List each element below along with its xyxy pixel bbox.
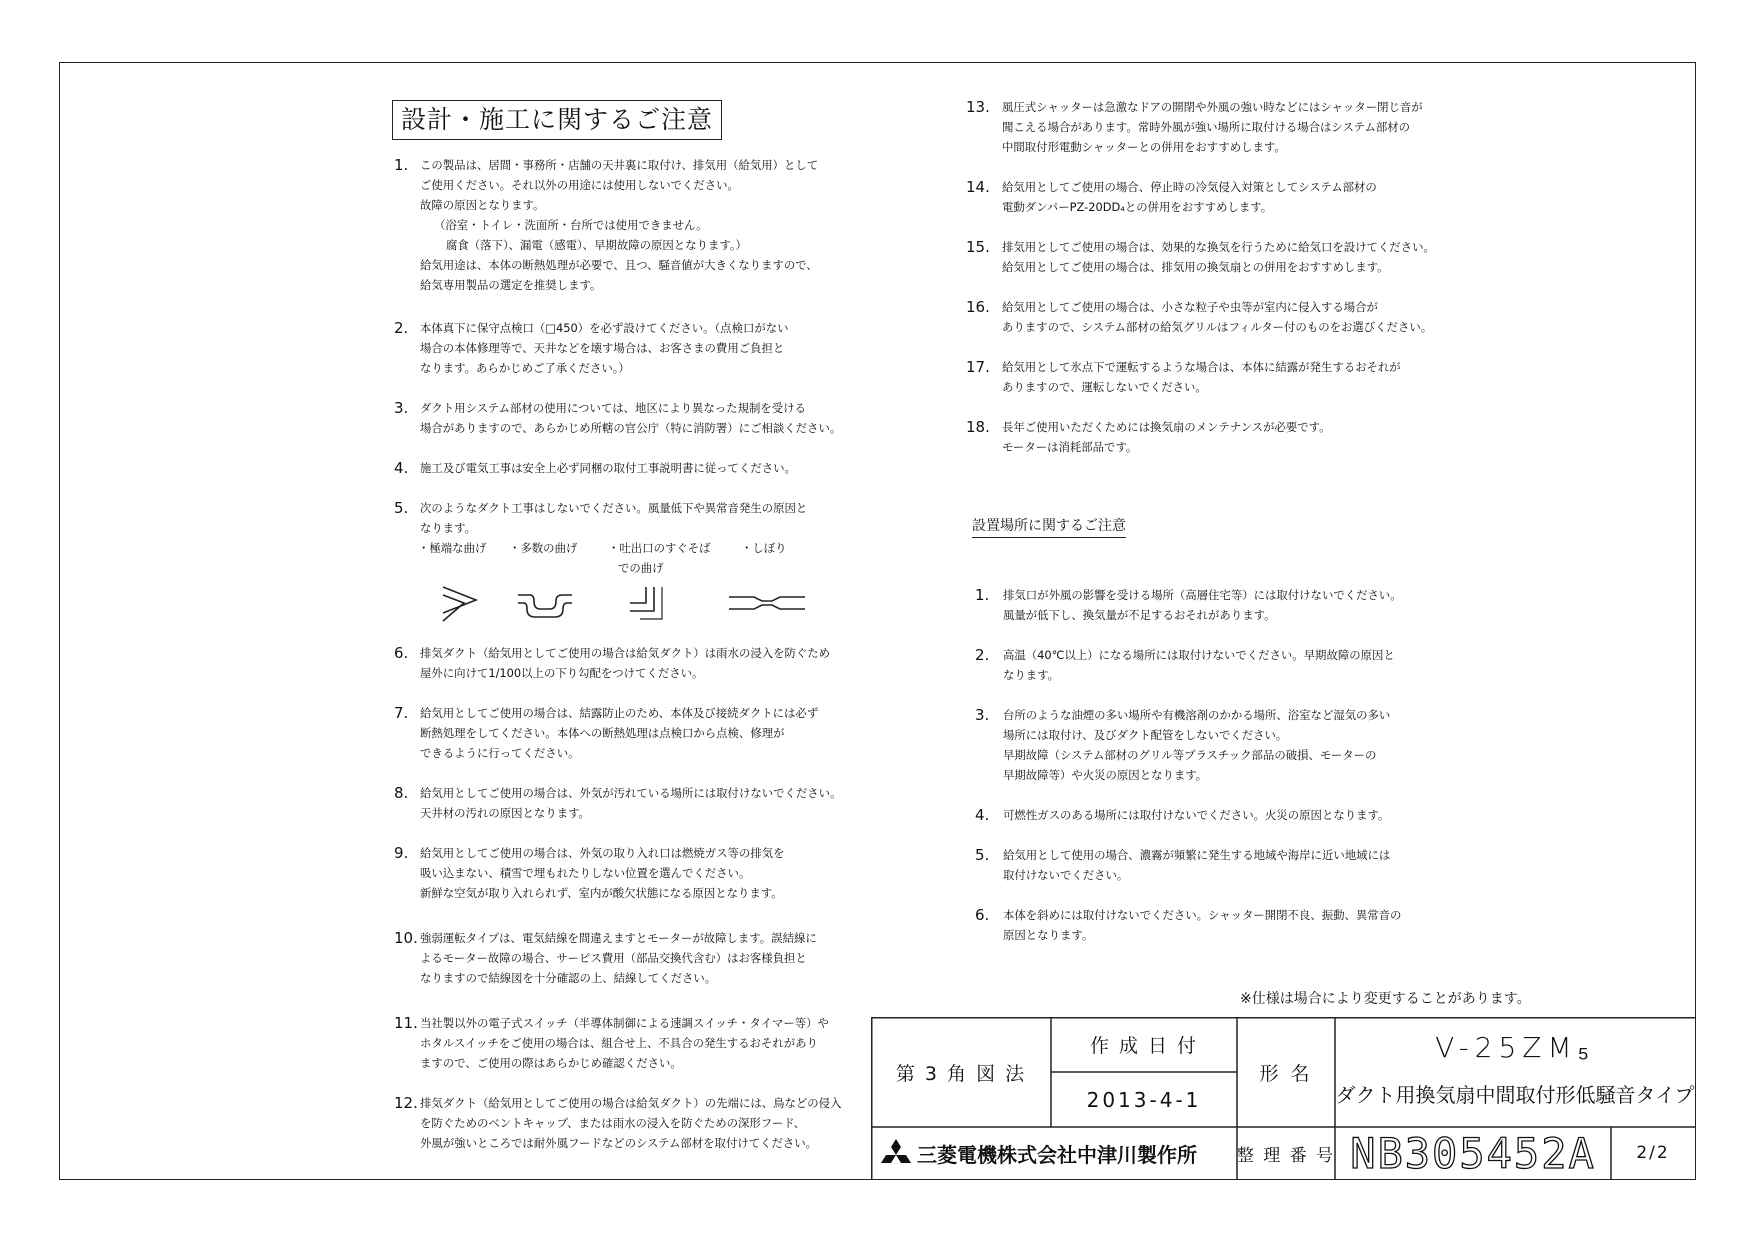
design-note-cont-number: 17. <box>966 358 990 376</box>
design-note-text: 排気ダクト（給気用としてご使用の場合は給気ダクト）は雨水の浸入を防ぐため <box>420 646 831 660</box>
design-note-text: 故障の原因となります。 <box>420 198 545 212</box>
design-note-cont-number: 14. <box>966 178 990 196</box>
created-date: 2013-4-1 <box>1086 1087 1202 1112</box>
design-note-text: ご使用ください。それ以外の用途には使用しないでください。 <box>420 178 739 192</box>
design-note-cont-text: モーターは消耗部品です。 <box>1002 440 1138 454</box>
design-note-text: 屋外に向けて1/100以上の下り勾配をつけてください。 <box>420 666 704 680</box>
design-note-12 <box>394 1093 841 1153</box>
design-note-text: 場合の本体修理等で、天井などを壊す場合は、お客さまの費用ご負担と <box>420 341 785 355</box>
design-note-cont-text: 排気用としてご使用の場合は、効果的な換気を行うために給気口を設けてください。 <box>1002 240 1435 254</box>
design-note-text: 強弱運転タイプは、電気結線を間違えますとモーターが故障します。誤結線に <box>420 931 817 945</box>
page-title: 設計・施工に関するご注意 <box>392 100 722 140</box>
design-note-8 <box>394 783 841 823</box>
design-note-text: 外風が強いところでは耐外風フードなどのシステム部材を取付けてください。 <box>420 1136 818 1150</box>
location-note-number: 2. <box>975 646 990 664</box>
design-note-text: 腐食（落下）、漏電（感電）、早期故障の原因となります。） <box>446 238 747 252</box>
design-note-5 <box>394 498 807 538</box>
location-note-3 <box>975 705 1390 785</box>
title-block <box>871 1017 1695 1179</box>
location-note-number: 5. <box>975 846 990 864</box>
design-note-number: 10. <box>394 929 418 947</box>
location-note-1 <box>975 585 1402 625</box>
design-note-number: 2. <box>394 319 409 337</box>
design-note-number: 9. <box>394 844 409 862</box>
location-note-number: 1. <box>975 586 990 604</box>
location-heading: 設置場所に関するご注意 <box>972 515 1126 538</box>
design-note-cont-text: 聞こえる場合があります。常時外風が強い場所に取付ける場合はシステム部材の <box>1002 120 1411 134</box>
design-note-number: 11. <box>394 1014 418 1032</box>
design-note-4 <box>394 458 796 478</box>
created-date-label: 作 成 日 付 <box>1089 1035 1199 1057</box>
design-note-text: 給気用としてご使用の場合は、結露防止のため、本体及び接続ダクトには必ず <box>420 706 819 720</box>
location-note-5 <box>975 845 1390 885</box>
bend-label-outlet: ・吐出口のすぐそば <box>608 541 711 555</box>
reference-number: NB305452A <box>1350 1128 1596 1178</box>
design-note-cont-4 <box>966 297 1432 337</box>
design-note-text: 次のようなダクト工事はしないでください。風量低下や異常音発生の原因と <box>420 501 808 515</box>
design-note-text: 給気用としてご使用の場合は、外気が汚れている場所には取付けないでください。 <box>420 786 842 800</box>
location-note-text: 台所のような油煙の多い場所や有機溶剤のかかる場所、浴室など湿気の多い <box>1003 708 1391 722</box>
location-note-2 <box>975 645 1395 685</box>
extreme-bend-figure <box>443 587 476 621</box>
location-note-text: 本体を斜めには取付けないでください。シャッター開閉不良、振動、異常音の <box>1003 908 1402 922</box>
location-note-text: 給気用として使用の場合、濃霧が頻繁に発生する地域や海岸に近い地域には <box>1003 848 1391 862</box>
bend-label-extreme: ・極端な曲げ <box>418 541 487 555</box>
design-note-9 <box>394 843 785 903</box>
design-note-number: 6. <box>394 644 409 662</box>
location-note-text: 場所には取付け、及びダクト配管をしないでください。 <box>1003 728 1288 742</box>
model-number: V-25ZM₅ <box>1435 1030 1595 1064</box>
company-block <box>871 1127 1237 1179</box>
design-note-cont-text: 中間取付形電動シャッターとの併用をおすすめします。 <box>1002 140 1286 154</box>
bend-label-multiple: ・多数の曲げ <box>509 541 578 555</box>
design-note-text: なります。 <box>420 521 477 535</box>
design-note-text: ますので、ご使用の際はあらかじめ確認ください。 <box>420 1056 682 1070</box>
bend-label-outlet-2: での曲げ <box>618 561 664 575</box>
design-note-cont-5 <box>966 357 1401 397</box>
design-note-6 <box>394 643 830 683</box>
design-note-cont-number: 18. <box>966 418 990 436</box>
design-note-cont-3 <box>966 237 1435 277</box>
design-note-text: 当社製以外の電子式スイッチ（半導体制御による速調スイッチ・タイマー等）や <box>420 1016 829 1030</box>
design-note-cont-text: 給気用としてご使用の場合、停止時の冷気侵入対策としてシステム部材の <box>1002 180 1377 194</box>
design-note-cont-number: 15. <box>966 238 990 256</box>
design-note-number: 7. <box>394 704 409 722</box>
design-note-cont-number: 13. <box>966 98 990 116</box>
reference-number-label: 整 理 番 号 <box>1236 1145 1336 1166</box>
design-note-number: 3. <box>394 399 409 417</box>
design-note-text: ダクト用システム部材の使用については、地区により異なった規制を受ける <box>420 401 806 415</box>
location-note-text: 原因となります。 <box>1003 928 1094 942</box>
location-note-text: 取付けないでください。 <box>1003 868 1129 882</box>
design-note-cont-1 <box>966 97 1423 157</box>
design-note-text: 天井材の汚れの原因となります。 <box>420 806 590 820</box>
location-note-number: 3. <box>975 706 990 724</box>
design-note-text: 新鮮な空気が取り入れられず、室内が酸欠状態になる原因となります。 <box>420 886 783 900</box>
design-note-text: 本体真下に保守点検口（□450）を必ず設けてください。（点検口がない <box>420 321 789 335</box>
design-note-cont-text: 給気用として氷点下で運転するような場合は、本体に結露が発生するおそれが <box>1002 360 1401 374</box>
location-note-text: 風量が低下し、換気量が不足するおそれがあります。 <box>1003 608 1276 622</box>
design-note-text: ホタルスイッチをご使用の場合は、組合せ上、不具合の発生するおそれがあり <box>420 1036 818 1050</box>
design-note-text: なります。あらかじめご了承ください。） <box>420 361 630 375</box>
design-note-text: できるように行ってください。 <box>420 746 580 760</box>
design-note-11 <box>394 1013 829 1073</box>
design-note-3 <box>394 398 841 438</box>
design-note-cont-text: 風圧式シャッターは急激なドアの開閉や外風の強い時などにはシャッター閉じ音が <box>1002 100 1423 114</box>
drawing-frame <box>59 62 1696 1180</box>
projection-method: 第 3 角 図 法 <box>895 1062 1027 1085</box>
design-note-cont-2 <box>966 177 1377 217</box>
squeeze-figure <box>729 597 805 609</box>
design-note-cont-text: 給気用としてご使用の場合は、小さな粒子や虫等が室内に侵入する場合が <box>1002 300 1378 314</box>
design-note-number: 8. <box>394 784 409 802</box>
design-note-text: を防ぐためのベントキャップ、または雨水の浸入を防ぐための深形フード、 <box>420 1116 806 1130</box>
design-note-number: 5. <box>394 499 409 517</box>
location-note-4 <box>975 805 1389 825</box>
design-note-text: 吸い込まない、積雪で埋もれたりしない位置を選んでください。 <box>420 866 751 880</box>
design-note-cont-number: 16. <box>966 298 990 316</box>
model-description: ダクト用換気扇中間取付形低騒音タイプ <box>1335 1082 1695 1107</box>
page-number: 2/2 <box>1636 1143 1670 1163</box>
design-note-2 <box>394 318 789 378</box>
design-note-number: 12. <box>394 1094 418 1112</box>
design-note-cont-text: ありますので、運転しないでください。 <box>1002 380 1207 394</box>
design-note-cont-text: 電動ダンパーPZ-20DD₄との併用をおすすめします。 <box>1002 200 1273 214</box>
multiple-bend-figure <box>518 595 572 617</box>
design-note-text: なりますので結線図を十分確認の上、結線してください。 <box>420 971 717 985</box>
design-note-text: 排気ダクト（給気用としてご使用の場合は給気ダクト）の先端には、鳥などの侵入 <box>420 1096 842 1110</box>
design-note-7 <box>394 703 818 763</box>
location-note-text: 高温（40℃以上）になる場所には取付けないでください。早期故障の原因と <box>1003 648 1395 662</box>
location-note-number: 4. <box>975 806 990 824</box>
location-note-text: 排気口が外風の影響を受ける場所（高層住宅等）には取付けないでください。 <box>1003 588 1402 602</box>
design-note-text: 給気用途は、本体の断熱処理が必要で、且つ、騒音値が大きくなりますので、 <box>420 258 818 272</box>
design-note-10 <box>394 928 817 988</box>
design-note-cont-text: 給気用としてご使用の場合は、排気用の換気扇との併用をおすすめします。 <box>1002 260 1389 274</box>
design-note-text: よるモーター故障の場合、サービス費用（部品交換代含む）はお客様負担と <box>420 951 807 965</box>
design-note-number: 4. <box>394 459 409 477</box>
location-note-6 <box>975 905 1401 945</box>
design-note-text: 断熱処理をしてください。本体への断熱処理は点検口から点検、修理が <box>420 726 785 740</box>
mitsubishi-logo-icon <box>879 1138 913 1168</box>
model-label: 形 名 <box>1259 1062 1313 1085</box>
location-note-text: 可燃性ガスのある場所には取付けないでください。火災の原因となります。 <box>1003 808 1390 822</box>
design-note-text: 施工及び電気工事は安全上必ず同梱の取付工事説明書に従ってください。 <box>420 461 796 475</box>
design-note-cont-6 <box>966 417 1331 457</box>
location-note-text: 早期故障等）や火災の原因となります。 <box>1003 768 1208 782</box>
location-note-number: 6. <box>975 906 990 924</box>
outlet-bend-figure <box>630 587 662 619</box>
bend-label-squeeze: ・しぼり <box>741 541 787 555</box>
design-note-1 <box>394 155 818 295</box>
duct-illustrations <box>440 585 820 625</box>
design-note-cont-text: ありますので、システム部材の給気グリルはフィルター付のものをお選びください。 <box>1002 320 1433 334</box>
design-note-text: この製品は、居間・事務所・店舗の天井裏に取付け、排気用（給気用）として <box>420 158 819 172</box>
location-note-text: 早期故障（システム部材のグリル等プラスチック部品の破損、モーターの <box>1003 748 1377 762</box>
design-note-text: 場合がありますので、あらかじめ所轄の官公庁（特に消防署）にご相談ください。 <box>420 421 842 435</box>
design-note-text: （浴室・トイレ・洗面所・台所では使用できません。 <box>434 218 708 232</box>
company-name: 三菱電機株式会社中津川製作所 <box>917 1142 1197 1167</box>
design-note-cont-text: 長年ご使用いただくためには換気扇のメンテナンスが必要です。 <box>1002 420 1331 434</box>
design-note-text: 給気専用製品の選定を推奨します。 <box>420 278 602 292</box>
spec-change-note: ※仕様は場合により変更することがあります。 <box>1240 991 1531 1007</box>
design-note-number: 1. <box>394 156 409 174</box>
design-note-text: 給気用としてご使用の場合は、外気の取り入れ口は燃焼ガス等の排気を <box>420 846 785 860</box>
location-note-text: なります。 <box>1003 668 1060 682</box>
